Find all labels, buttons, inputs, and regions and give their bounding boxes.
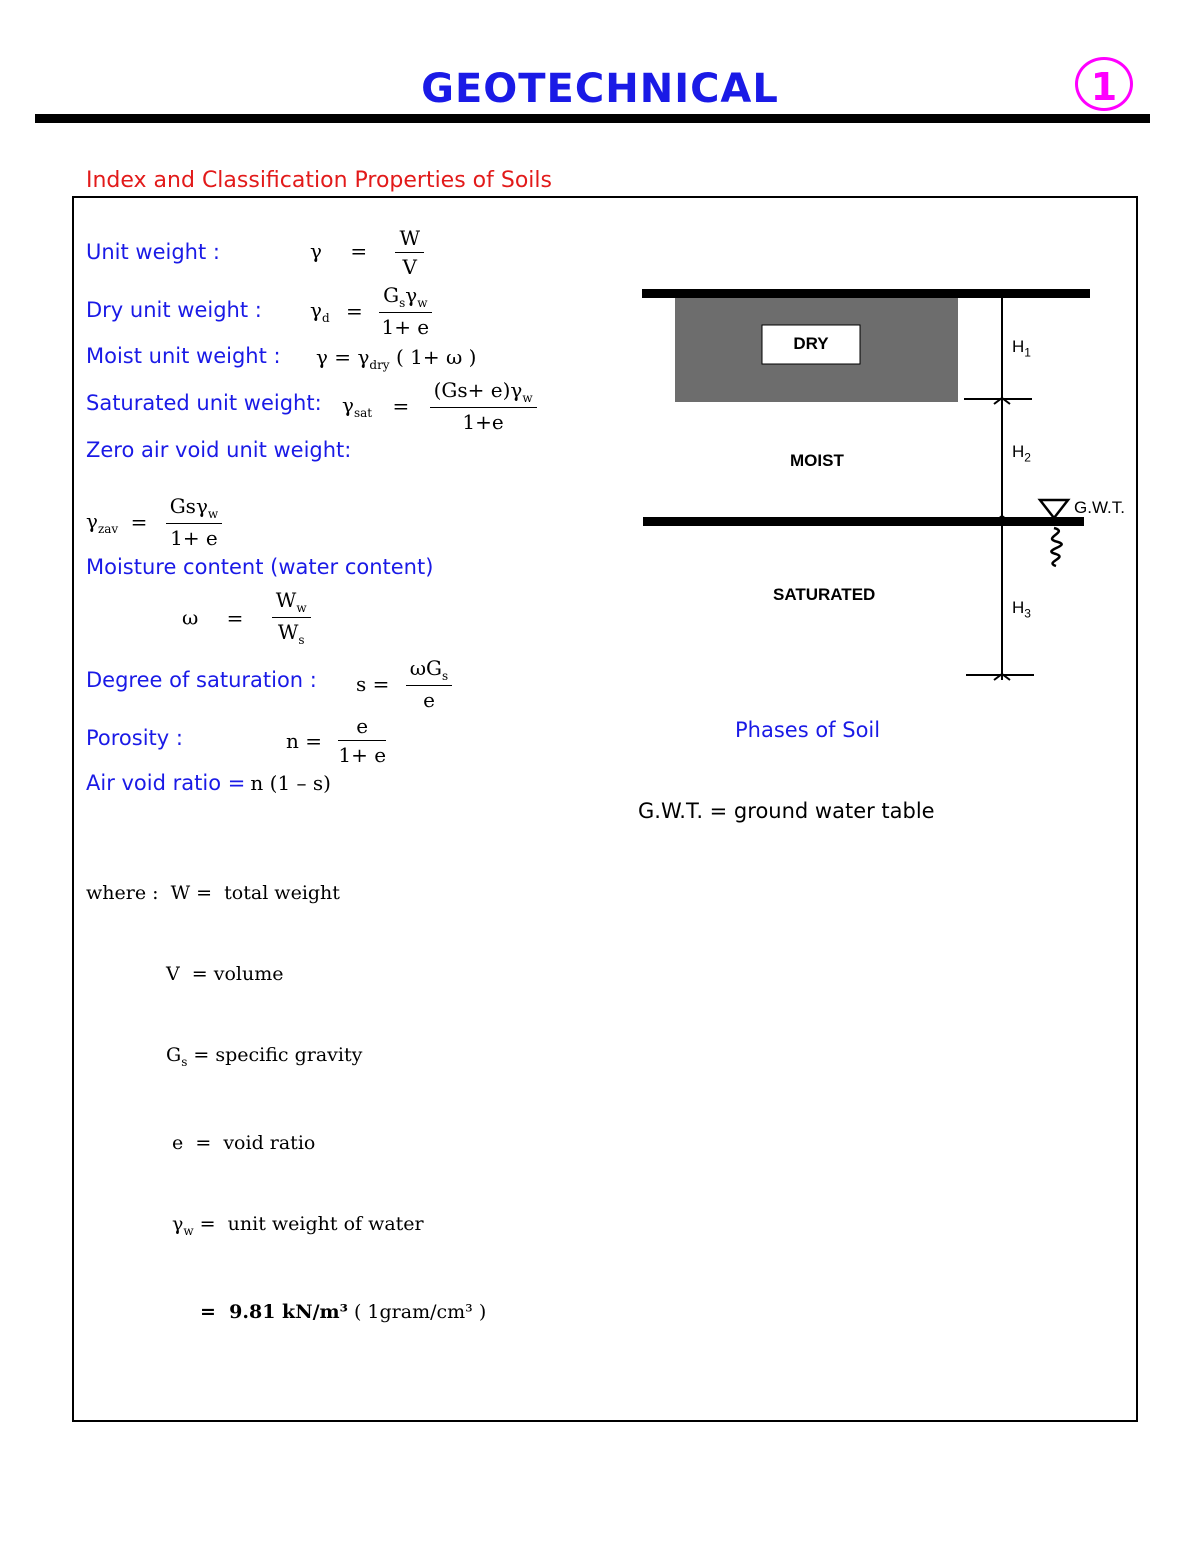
air-void-ratio-label: Air void ratio = — [86, 771, 246, 795]
air-void-ratio-expression: n (1 – s) — [250, 771, 331, 795]
fraction-numerator: $G_s\gamma_w$ — [379, 283, 431, 313]
gwt-label: G.W.T. — [1074, 498, 1125, 517]
fraction-denominator: 1+ e — [381, 315, 430, 339]
gwt-definition: G.W.T. = ground water table — [638, 799, 935, 823]
porosity-label: Porosity : — [86, 726, 183, 750]
zero-air-void-formula: $\gamma_{zav}$ = $\frac{Gs\gamma_w}{1+ e}$ — [86, 494, 222, 550]
water-spring-icon — [1051, 528, 1061, 566]
fraction-numerator: Gsγ$_w$ — [166, 494, 222, 524]
page-title: GEOTECHNICAL — [421, 66, 779, 112]
fraction-numerator: $\omega G_s$ — [406, 656, 452, 686]
definition-e: e = void ratio — [172, 1131, 316, 1154]
definition-gamma-w: $\gamma_w$ = unit weight of water — [172, 1212, 424, 1238]
saturated-unit-weight-label: Saturated unit weight: — [86, 391, 322, 415]
unit-weight-equals: = — [350, 239, 368, 263]
fraction-denominator: $W_s$ — [277, 620, 305, 647]
fraction-denominator: e — [423, 688, 435, 712]
moisture-content-formula: ω = $\frac{W_w}{W_s}$ — [182, 588, 311, 647]
unit-weight-label: Unit weight : — [86, 240, 220, 264]
definition-gs: $G_s$ = specific gravity — [166, 1044, 363, 1069]
dry-unit-weight-symbol: $\gamma_d$ — [310, 297, 330, 325]
moisture-content-label: Moisture content (water content) — [86, 555, 434, 579]
dry-unit-weight-label: Dry unit weight : — [86, 298, 262, 322]
degree-of-saturation-label: Degree of saturation : — [86, 668, 317, 692]
fraction-denominator: 1+ e — [338, 743, 387, 767]
h3-label: $H_3$ — [1012, 598, 1031, 621]
saturated-label: SATURATED — [773, 585, 876, 604]
fraction-denominator: V — [402, 255, 417, 279]
fraction-numerator: $W_w$ — [272, 588, 311, 618]
fraction-denominator: 1+ e — [170, 526, 218, 550]
page-number-badge: 1 — [1075, 57, 1133, 111]
soil-phase-diagram — [0, 0, 1200, 760]
saturated-unit-weight-formula: $\gamma_{sat}$ = $\frac{(Gs+ e)\gamma_w}{1+e}$ — [342, 378, 537, 434]
ground-surface-line — [642, 289, 1090, 298]
definition-v: V = volume — [166, 963, 284, 985]
air-void-ratio-row — [86, 771, 331, 795]
diagram-caption: Phases of Soil — [735, 718, 881, 742]
degree-of-saturation-formula: s = $\frac{\omega G_s}{e}$ — [356, 656, 452, 712]
dry-label: DRY — [793, 334, 829, 353]
fraction-numerator: $(Gs+ e)\gamma_w$ — [430, 378, 537, 408]
fraction-numerator: W — [395, 226, 424, 253]
definition-gamma-w-value: = 9.81 kN/m³ ( 1gram/cm³ ) — [200, 1300, 487, 1323]
water-table-triangle-icon — [1040, 500, 1068, 518]
moist-label: MOIST — [790, 451, 844, 470]
zero-air-void-label: Zero air void unit weight: — [86, 438, 352, 462]
porosity-formula: n = $\frac{e}{1+ e}$ — [286, 714, 387, 767]
moist-unit-weight-formula: $\gamma = \gamma_{dry}$ ( 1+ ω ) — [316, 345, 477, 372]
section-subtitle: Index and Classification Properties of Soils — [86, 168, 552, 193]
h1-label: $H_1$ — [1012, 337, 1031, 360]
definitions-block — [86, 826, 486, 1353]
water-table-line — [643, 517, 1084, 526]
equals-sign: = — [346, 299, 363, 323]
moist-unit-weight-label: Moist unit weight : — [86, 344, 281, 368]
fraction-numerator: e — [338, 714, 386, 741]
h2-label: $H_2$ — [1012, 442, 1031, 465]
fraction-denominator: 1+e — [462, 410, 504, 434]
definition-w: where : W = total weight — [86, 882, 340, 904]
unit-weight-symbol: γ — [310, 239, 322, 263]
